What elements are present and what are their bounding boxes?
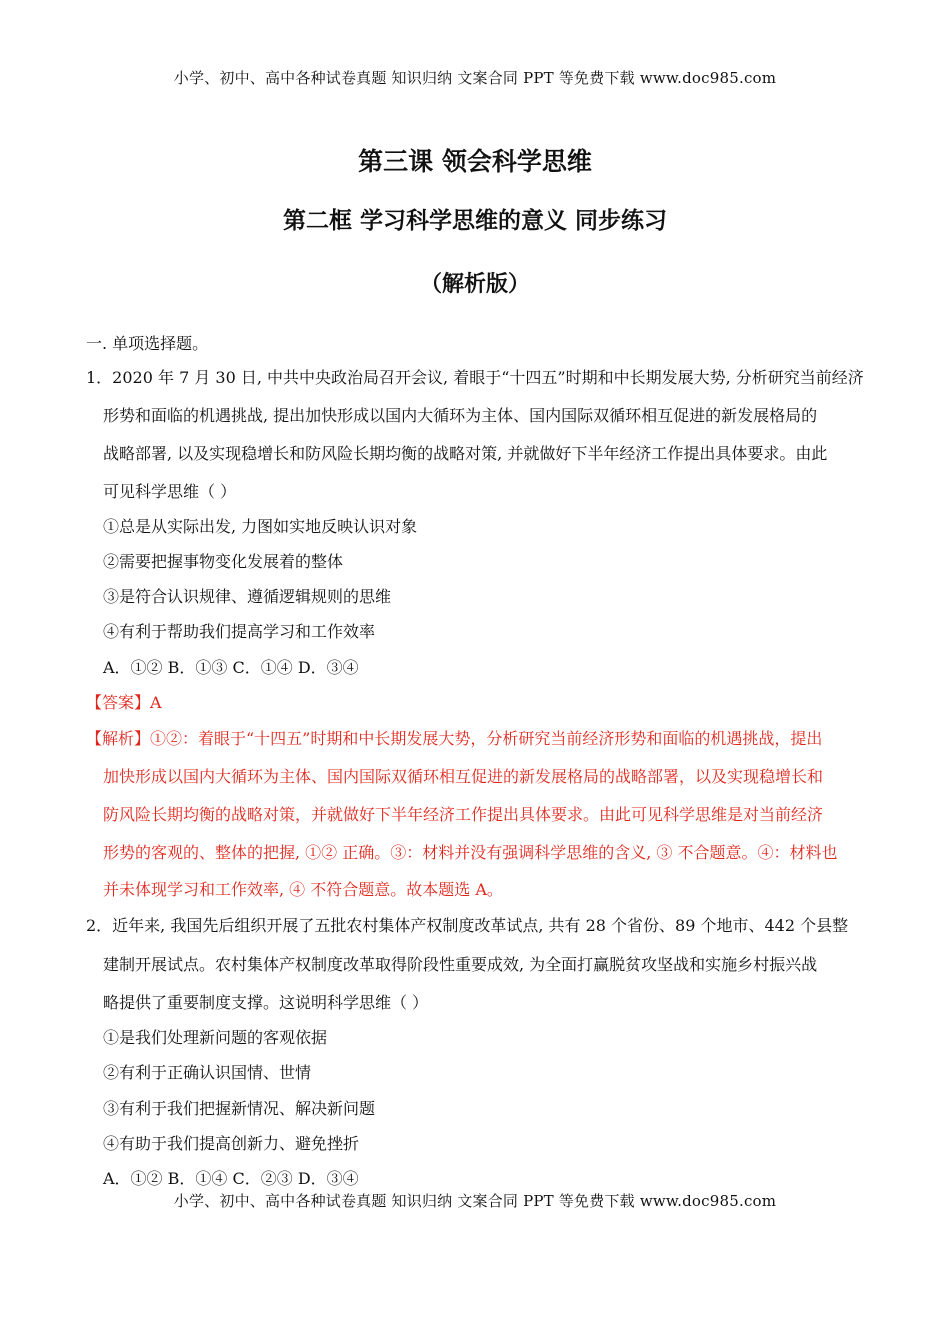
q1-analysis-line: 并未体现学习和工作效率, ④ 不符合题意。故本题选 A。	[103, 880, 503, 899]
q1-stem-line: 1．2020 年 7 月 30 日, 中共中央政治局召开会议, 着眼于“十四五”时期和中长期发展大势, 分析研究当前经济	[86, 368, 864, 387]
q2-choices: A．①② B．①④ C．②③ D．③④	[103, 1169, 359, 1188]
page-footer: 小学、初中、高中各种试卷真题 知识归纳 文案合同 PPT 等免费下载 www.doc985.com	[173, 1192, 777, 1210]
q2-option: ③有利于我们把握新情况、解决新问题	[103, 1099, 376, 1118]
section-heading: 一. 单项选择题。	[86, 334, 209, 353]
page-header: 小学、初中、高中各种试卷真题 知识归纳 文案合同 PPT 等免费下载 www.doc985.com	[173, 69, 777, 87]
q1-answer: 【答案】A	[86, 693, 162, 712]
q1-option: ①总是从实际出发, 力图如实地反映认识对象	[103, 517, 418, 536]
q1-analysis-line: 加快形成以国内大循环为主体、国内国际双循环相互促进的新发展格局的战略部署，以及实现稳增长和	[103, 767, 824, 786]
q1-stem-line: 形势和面临的机遇挑战, 提出加快形成以国内大循环为主体、国内国际双循环相互促进的新发展格局的	[103, 406, 818, 425]
q1-option: ④有利于帮助我们提高学习和工作效率	[103, 622, 376, 641]
q2-option: ①是我们处理新问题的客观依据	[103, 1028, 328, 1047]
q1-analysis-line: 防风险长期均衡的战略对策，并就做好下半年经济工作提出具体要求。由此可见科学思维是对当前经济	[103, 805, 824, 824]
q1-stem-line: 可见科学思维（ ）	[103, 482, 237, 501]
q1-analysis-line: 形势的客观的、整体的把握, ①② 正确。③：材料并没有强调科学思维的含义, ③ 不合题意。④：材料也	[103, 843, 838, 862]
q1-choices: A．①② B．①③ C．①④ D．③④	[103, 658, 359, 677]
q1-option: ③是符合认识规律、遵循逻辑规则的思维	[103, 587, 392, 606]
edition-label: （解析版）	[419, 272, 530, 297]
q2-stem-line: 2．近年来, 我国先后组织开展了五批农村集体产权制度改革试点, 共有 28 个省份、89 个地市、442 个县整	[86, 916, 849, 935]
q2-option: ②有利于正确认识国情、世情	[103, 1063, 312, 1082]
q2-option: ④有助于我们提高创新力、避免挫折	[103, 1134, 360, 1153]
lesson-title: 第三课 领会科学思维	[358, 147, 592, 176]
q1-analysis-line: 【解析】①②：着眼于“十四五”时期和中长期发展大势，分析研究当前经济形势和面临的机遇挑战，提出	[86, 729, 823, 748]
q1-option: ②需要把握事物变化发展着的整体	[103, 552, 344, 571]
lesson-subtitle: 第二框 学习科学思维的意义 同步练习	[282, 208, 667, 234]
q2-stem-line: 略提供了重要制度支撑。这说明科学思维（ ）	[103, 993, 429, 1012]
q1-stem-line: 战略部署, 以及实现稳增长和防风险长期均衡的战略对策, 并就做好下半年经济工作提出具体要求。由此	[103, 444, 828, 463]
q2-stem-line: 建制开展试点。农村集体产权制度改革取得阶段性重要成效, 为全面打赢脱贫攻坚战和实施乡村振兴战	[103, 955, 818, 974]
